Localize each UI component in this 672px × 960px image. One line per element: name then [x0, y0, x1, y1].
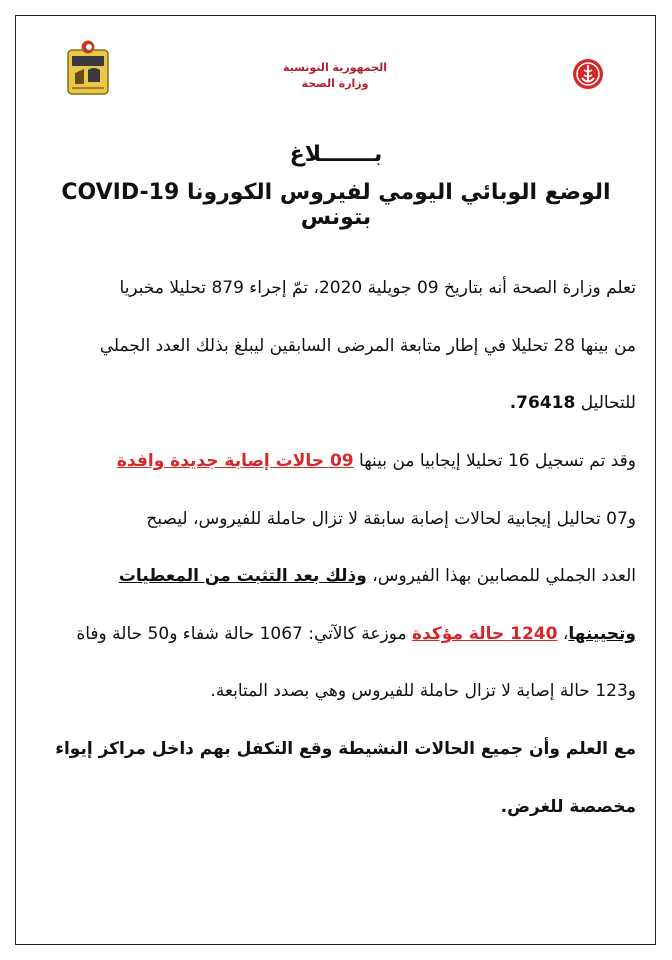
paragraph2-line1 [38, 451, 636, 471]
paragraph1-line1: تعلم وزارة الصحة أنه بتاريخ 09 جويلية 2020، تمّ إجراء 879 تحليلا مخبريا [119, 278, 636, 298]
paragraph2-line3 [38, 566, 636, 586]
paragraph3-line2: مخصصة للغرض. [500, 797, 636, 817]
separator: ، [557, 624, 569, 644]
paragraph1-line3 [38, 393, 636, 413]
letterhead [0, 0, 672, 110]
distribution-text: موزعة كالآتي: 1067 حالة شفاء و50 حالة وفاة [76, 624, 413, 644]
paragraph2-line4 [38, 624, 636, 644]
ministry-name: وزارة الصحة [301, 77, 369, 90]
paragraph1-line2: من بينها 28 تحليلا في إطار متابعة المرضى السابقين ليبلغ بذلك العدد الجملي [99, 336, 636, 356]
paragraph3-line1: مع العلم وأن جميع الحالات النشيطة وقع التكفل بهم داخل مراكز إيواء [55, 739, 636, 759]
page-title: الوضع الوبائي اليومي لفيروس الكورونا COVID-19 بتونس [61, 180, 611, 230]
positive-tests-text: وقد تم تسجيل 16 تحليلا إيجابيا من بينها [353, 451, 636, 471]
confirmed-cases: 1240 حالة مؤكدة [412, 624, 558, 644]
verification-note: وذلك بعد التثبت من المعطيات [118, 566, 367, 586]
paragraph2-line5: و123 حالة إصابة لا تزال حاملة للفيروس وهي بصدد المتابعة. [210, 681, 636, 701]
new-imported-cases: 09 حالات إصابة جديدة وافدة [116, 451, 354, 471]
ministry-health-logo-icon [572, 58, 604, 90]
republic-name: الجمهورية التونسية [282, 61, 388, 74]
tests-label: للتحاليل [575, 393, 636, 413]
paragraph2-line2: و07 تحاليل إيجابية لحالات إصابة سابقة لا تزال حاملة للفيروس، ليصبح [146, 509, 636, 529]
announcement-heading: بـــــــلاغ [289, 142, 383, 167]
tunisia-coat-of-arms-icon [66, 40, 110, 96]
total-tests-value: 76418. [509, 393, 576, 413]
ministry-title [250, 60, 420, 92]
update-note: وتحيينها [568, 624, 636, 644]
total-infected-text: العدد الجملي للمصابين بهذا الفيروس، [366, 566, 636, 586]
